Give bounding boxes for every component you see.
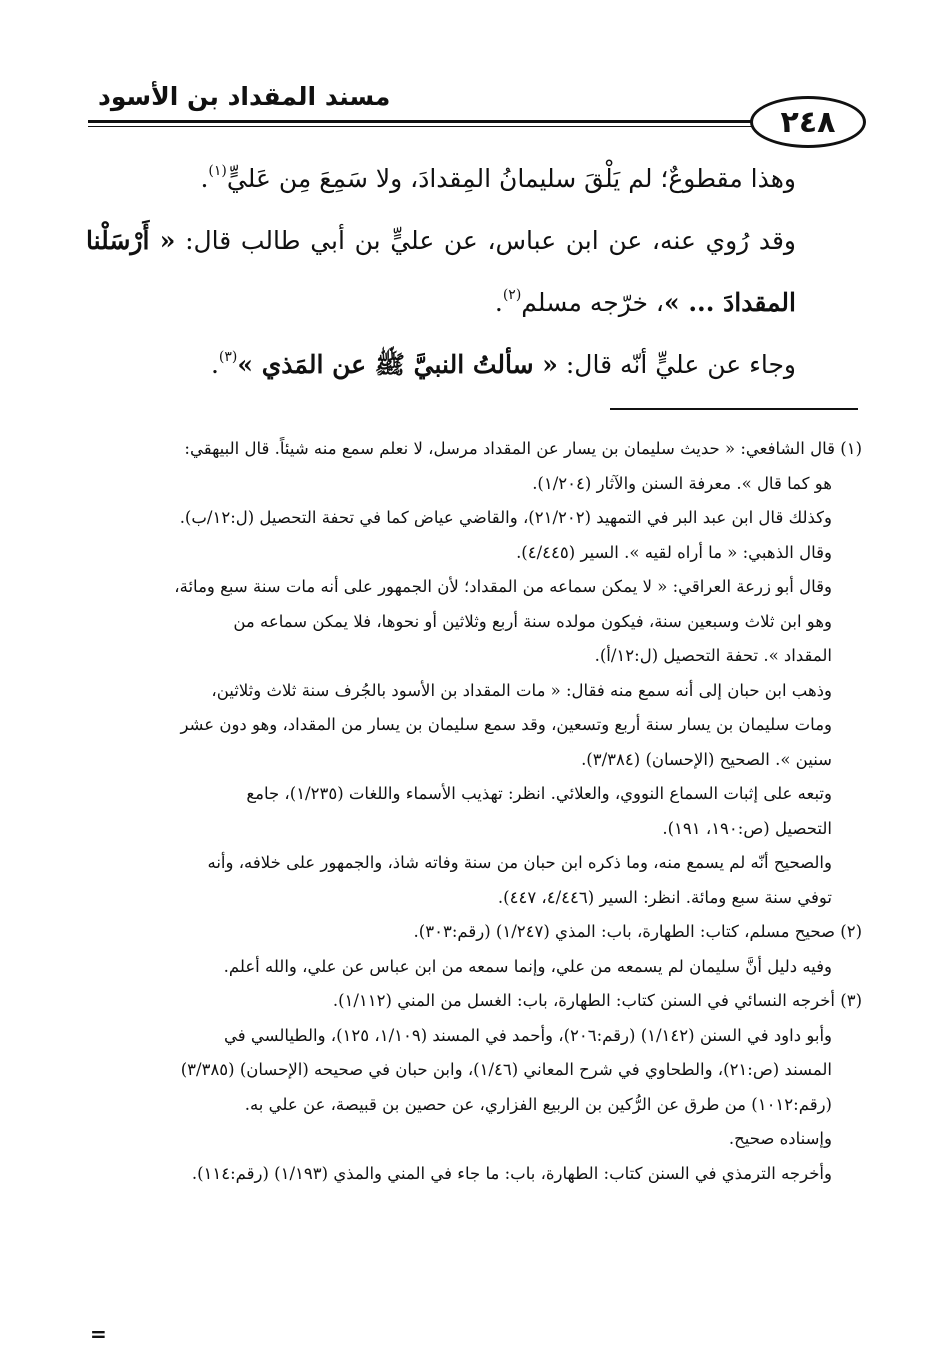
main-p1-end: . xyxy=(200,164,209,193)
main-text xyxy=(86,148,796,396)
main-p3-quote: « سألتُ النبيَّ ﷺ عن المَذي » xyxy=(237,350,558,379)
footnote-1-line: ومات سليمان بن يسار سنة أربع وتسعين، وقد سمع سليمان بن يسار من المقداد، وهو دون عشر xyxy=(180,715,832,734)
main-p2-text-2: ، خرّجه مسلم xyxy=(521,288,664,317)
footnote-1-line: وتبعه على إثبات السماع النووي، والعلائي. انظر: تهذيب الأسماء واللغات (١/٢٣٥)، جامع xyxy=(246,784,832,803)
page-number: ٢٤٨ xyxy=(750,96,866,148)
footnote-3-line: (٣) أخرجه النسائي في السنن كتاب: الطهارة، باب: الغسل من المني (١/١١٢). xyxy=(332,991,862,1010)
footnote-1-line: المقداد ». تحفة التحصيل (ل:١٢/أ). xyxy=(594,646,832,665)
running-title: مسند المقداد بن الأسود xyxy=(98,82,391,111)
header-rule xyxy=(88,120,770,123)
footnote-1-line: وكذلك قال ابن عبد البر في التمهيد (٢١/٢٠٢)، والقاضي عياض كما في تحفة التحصيل (ل:١٢/ب). xyxy=(179,508,832,527)
footnotes xyxy=(86,432,862,1191)
footnote-1-line: وقال الذهبي: « ما أراه لقيه ». السير (٤/٤٤٥). xyxy=(516,542,832,562)
footnote-3-line: (رقم:١٠١٢) من طرق عن الرُّكين بن الربيع الفزاري، عن حصين بن قبيصة، عن علي به. xyxy=(244,1094,832,1114)
footnote-3-line: وأخرجه الترمذي في السنن كتاب: الطهارة، باب: ما جاء في المني والمذي (١/١٩٣) (رقم:١١٤). xyxy=(191,1163,832,1183)
main-p2-text: وقد رُوي عنه، عن ابن عباس، عن عليٍّ بن أبي طالب قال: xyxy=(175,226,797,255)
header-rule-thin xyxy=(88,126,770,127)
main-paragraph-3 xyxy=(86,334,796,396)
footnote-2-line: (٢) صحيح مسلم، كتاب: الطهارة، باب: المذي (١/٢٤٧) (رقم:٣٠٣). xyxy=(413,922,862,941)
footnote-1-line: التحصيل (ص:١٩٠، ١٩١). xyxy=(662,818,832,838)
main-p2-end: . xyxy=(494,288,503,317)
footnote-1-line: توفي سنة سبع ومائة. انظر: السير (٤/٤٤٦، ٤٤٧). xyxy=(497,887,832,907)
continuation-mark: = xyxy=(90,1322,107,1346)
footnote-1-line: (١) قال الشافعي: « حديث سليمان بن يسار عن المقداد مرسل، لا نعلم سمع منه شيئاً. قال البيهقي: xyxy=(184,439,862,458)
main-p3-text: وجاء عن عليٍّ أنّه قال: xyxy=(557,350,796,379)
footnote-ref-1[interactable]: (١) xyxy=(208,163,227,179)
footnote-1-line: سنين ». الصحيح (الإحسان) (٣/٣٨٤). xyxy=(581,749,832,769)
main-p2-quote: « أَرْسَلْنا المقدادَ ... » xyxy=(86,226,796,317)
footnote-divider xyxy=(610,408,858,410)
main-p1-text: وهذا مقطوعٌ؛ لم يَلْقَ سليمانُ المِقدادَ، ولا سَمِعَ مِن عَليٍّ xyxy=(226,164,796,193)
footnote-3-line: المسند (ص:٢١)، والطحاوي في شرح المعاني (١/٤٦)، وابن حبان في صحيحه (الإحسان) (٣/٣٨٥) xyxy=(180,1060,832,1079)
footnote-2-line: وفيه دليل أنَّ سليمان لم يسمعه من علي، وإنما سمعه من ابن عباس عن علي، والله أعلم. xyxy=(223,956,832,976)
footnote-1-line: والصحيح أنّه لم يسمع منه، وما ذكره ابن حبان من سنة وفاته شاذ، والجمهور على خلافه، وأنه xyxy=(207,853,832,872)
footnote-3-line: وأبو داود في السنن (١/١٤٢) (رقم:٢٠٦)، وأحمد في المسند (١/١٠٩، ١٢٥)، والطيالسي في xyxy=(224,1025,832,1045)
main-p3-end: . xyxy=(210,350,219,379)
footnote-3-line: وإسناده صحيح. xyxy=(728,1129,832,1148)
footnote-ref-2[interactable]: (٢) xyxy=(502,287,522,303)
main-paragraph-1 xyxy=(86,148,796,210)
footnote-1-line: وقال أبو زرعة العراقي: « لا يمكن سماعه من المقداد؛ لأن الجمهور على أنه مات سنة سبع ومائة، xyxy=(174,577,832,596)
main-paragraph-2 xyxy=(86,210,796,334)
footnote-ref-3[interactable]: (٣) xyxy=(218,349,238,365)
footnote-1-line: وذهب ابن حبان إلى أنه سمع منه فقال: « مات المقداد بن الأسود بالجُرف سنة ثلاث وثلاثين، xyxy=(211,680,832,700)
page-header xyxy=(88,78,866,138)
footnote-1-line: وهو ابن ثلاث وسبعين سنة، فيكون مولده سنة أربع وثلاثين أو نحوها، فلا يمكن سماعه من xyxy=(233,611,832,631)
footnote-1-line: هو كما قال ». معرفة السنن والآثار (١/٢٠٤). xyxy=(532,473,832,493)
